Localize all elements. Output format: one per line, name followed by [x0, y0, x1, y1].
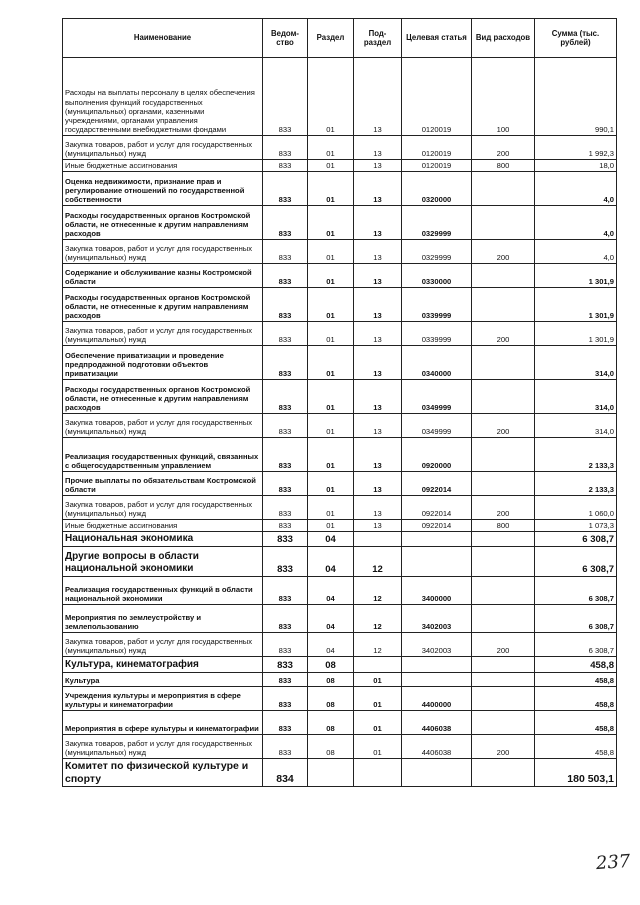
cell-sum: 6 308,7 — [535, 605, 617, 633]
cell-target: 3402003 — [402, 605, 472, 633]
cell-target — [402, 547, 472, 577]
cell-name: Расходы на выплаты персоналу в целях обеспечения выполнения функций государственных (муниципальных) органами, казенными учреждениями, органами управления государственными внебюджетными фондами — [63, 58, 263, 136]
cell-dept: 833 — [263, 472, 308, 496]
cell-target: 3400000 — [402, 577, 472, 605]
cell-section: 08 — [308, 673, 354, 687]
table-row — [63, 438, 617, 472]
table-row — [63, 380, 617, 414]
cell-subsection: 13 — [354, 380, 402, 414]
cell-section: 04 — [308, 532, 354, 547]
table-row — [63, 136, 617, 160]
cell-type: 800 — [472, 160, 535, 172]
cell-sum: 2 133,3 — [535, 472, 617, 496]
cell-type — [472, 380, 535, 414]
cell-target: 0330000 — [402, 264, 472, 288]
table-body — [63, 58, 617, 787]
cell-name: Прочие выплаты по обязательствам Костромской области — [63, 472, 263, 496]
table-row — [63, 206, 617, 240]
cell-name: Расходы государственных органов Костромской области, не отнесенные к другим направлениям расходов — [63, 206, 263, 240]
header-name: Наименование — [63, 19, 263, 58]
header-row — [63, 19, 617, 58]
table-row — [63, 322, 617, 346]
cell-subsection: 01 — [354, 711, 402, 735]
cell-name: Закупка товаров, работ и услуг для государственных (муниципальных) нужд — [63, 240, 263, 264]
cell-type — [472, 206, 535, 240]
cell-target — [402, 532, 472, 547]
cell-name: Реализация государственных функций, связанных с общегосударственным управлением — [63, 438, 263, 472]
cell-name: Закупка товаров, работ и услуг для государственных (муниципальных) нужд — [63, 136, 263, 160]
cell-sum: 4,0 — [535, 172, 617, 206]
cell-target: 0120019 — [402, 160, 472, 172]
table-row — [63, 547, 617, 577]
cell-section: 08 — [308, 711, 354, 735]
table-row — [63, 414, 617, 438]
cell-subsection: 12 — [354, 547, 402, 577]
cell-section: 08 — [308, 657, 354, 673]
cell-section: 01 — [308, 322, 354, 346]
cell-dept: 833 — [263, 288, 308, 322]
cell-type: 200 — [472, 322, 535, 346]
cell-name: Оценка недвижимости, признание прав и регулирование отношений по государственной собственности — [63, 172, 263, 206]
cell-target: 0329999 — [402, 206, 472, 240]
cell-subsection: 13 — [354, 264, 402, 288]
table-row — [63, 264, 617, 288]
cell-subsection: 13 — [354, 160, 402, 172]
cell-name: Закупка товаров, работ и услуг для государственных (муниципальных) нужд — [63, 496, 263, 520]
cell-target: 0329999 — [402, 240, 472, 264]
cell-section: 01 — [308, 472, 354, 496]
cell-type — [472, 438, 535, 472]
cell-sum: 458,8 — [535, 711, 617, 735]
cell-name: Иные бюджетные ассигнования — [63, 520, 263, 532]
cell-name: Другие вопросы в области национальной экономики — [63, 547, 263, 577]
cell-section: 04 — [308, 547, 354, 577]
cell-dept: 833 — [263, 160, 308, 172]
cell-subsection: 13 — [354, 58, 402, 136]
cell-sum: 6 308,7 — [535, 547, 617, 577]
cell-name: Расходы государственных органов Костромской области, не отнесенные к другим направлениям расходов — [63, 380, 263, 414]
table-row — [63, 172, 617, 206]
cell-target: 3402003 — [402, 633, 472, 657]
cell-target: 4406038 — [402, 735, 472, 759]
cell-type — [472, 264, 535, 288]
cell-sum: 314,0 — [535, 414, 617, 438]
cell-sum: 314,0 — [535, 346, 617, 380]
cell-subsection — [354, 657, 402, 673]
cell-name: Мероприятия по землеустройству и землепользованию — [63, 605, 263, 633]
cell-section: 01 — [308, 346, 354, 380]
cell-sum: 1 060,0 — [535, 496, 617, 520]
cell-type — [472, 547, 535, 577]
cell-section: 01 — [308, 438, 354, 472]
cell-dept: 833 — [263, 605, 308, 633]
cell-target: 0922014 — [402, 472, 472, 496]
cell-name: Национальная экономика — [63, 532, 263, 547]
cell-sum: 6 308,7 — [535, 532, 617, 547]
cell-section — [308, 759, 354, 787]
cell-sum: 1 301,9 — [535, 322, 617, 346]
cell-section: 01 — [308, 496, 354, 520]
cell-subsection: 13 — [354, 414, 402, 438]
page-number-handwritten: 237 — [595, 850, 632, 875]
cell-target: 0920000 — [402, 438, 472, 472]
cell-type — [472, 687, 535, 711]
cell-subsection: 12 — [354, 633, 402, 657]
cell-subsection: 01 — [354, 687, 402, 711]
header-target: Целевая статья — [402, 19, 472, 58]
cell-subsection: 13 — [354, 438, 402, 472]
cell-section: 08 — [308, 687, 354, 711]
cell-dept: 833 — [263, 532, 308, 547]
cell-subsection: 12 — [354, 605, 402, 633]
table-row — [63, 472, 617, 496]
table-row — [63, 520, 617, 532]
cell-name: Содержание и обслуживание казны Костромской области — [63, 264, 263, 288]
table-row — [63, 346, 617, 380]
cell-dept: 833 — [263, 240, 308, 264]
cell-type: 800 — [472, 520, 535, 532]
header-section: Раздел — [308, 19, 354, 58]
cell-sum: 180 503,1 — [535, 759, 617, 787]
cell-target — [402, 673, 472, 687]
cell-subsection: 12 — [354, 577, 402, 605]
cell-dept: 833 — [263, 520, 308, 532]
table-row — [63, 532, 617, 547]
cell-sum: 458,8 — [535, 657, 617, 673]
cell-subsection: 01 — [354, 673, 402, 687]
cell-subsection: 13 — [354, 520, 402, 532]
cell-name: Культура — [63, 673, 263, 687]
cell-section: 04 — [308, 633, 354, 657]
cell-subsection: 13 — [354, 346, 402, 380]
cell-name: Закупка товаров, работ и услуг для государственных (муниципальных) нужд — [63, 322, 263, 346]
cell-target: 0320000 — [402, 172, 472, 206]
cell-section: 01 — [308, 206, 354, 240]
cell-type: 200 — [472, 414, 535, 438]
cell-type: 200 — [472, 240, 535, 264]
cell-section: 01 — [308, 288, 354, 322]
cell-dept: 833 — [263, 136, 308, 160]
cell-section: 01 — [308, 160, 354, 172]
cell-section: 01 — [308, 520, 354, 532]
cell-subsection: 13 — [354, 288, 402, 322]
cell-name: Культура, кинематография — [63, 657, 263, 673]
table-row — [63, 58, 617, 136]
table-row — [63, 577, 617, 605]
cell-dept: 834 — [263, 759, 308, 787]
cell-name: Закупка товаров, работ и услуг для государственных (муниципальных) нужд — [63, 735, 263, 759]
cell-subsection: 13 — [354, 206, 402, 240]
table-row — [63, 673, 617, 687]
cell-name: Расходы государственных органов Костромской области, не отнесенные к другим направлениям расходов — [63, 288, 263, 322]
cell-sum: 458,8 — [535, 735, 617, 759]
cell-type — [472, 657, 535, 673]
cell-section: 01 — [308, 136, 354, 160]
cell-type — [472, 673, 535, 687]
table-row — [63, 657, 617, 673]
cell-type — [472, 472, 535, 496]
cell-target: 0349999 — [402, 414, 472, 438]
table-row — [63, 288, 617, 322]
table-row — [63, 605, 617, 633]
cell-target: 0340000 — [402, 346, 472, 380]
cell-type: 200 — [472, 496, 535, 520]
cell-type — [472, 577, 535, 605]
cell-dept: 833 — [263, 58, 308, 136]
table-row — [63, 687, 617, 711]
cell-sum: 6 308,7 — [535, 577, 617, 605]
cell-type — [472, 288, 535, 322]
cell-subsection: 13 — [354, 472, 402, 496]
cell-section: 01 — [308, 264, 354, 288]
cell-subsection: 13 — [354, 496, 402, 520]
cell-sum: 6 308,7 — [535, 633, 617, 657]
cell-type — [472, 172, 535, 206]
table-row — [63, 735, 617, 759]
cell-section: 04 — [308, 577, 354, 605]
cell-target: 0339999 — [402, 322, 472, 346]
cell-subsection — [354, 532, 402, 547]
cell-sum: 1 073,3 — [535, 520, 617, 532]
cell-sum: 1 992,3 — [535, 136, 617, 160]
cell-subsection — [354, 759, 402, 787]
cell-dept: 833 — [263, 657, 308, 673]
cell-name: Мероприятия в сфере культуры и кинематографии — [63, 711, 263, 735]
cell-sum: 1 301,9 — [535, 264, 617, 288]
cell-dept: 833 — [263, 322, 308, 346]
cell-name: Иные бюджетные ассигнования — [63, 160, 263, 172]
header-dept: Ведом-ство — [263, 19, 308, 58]
cell-target: 4406038 — [402, 711, 472, 735]
cell-section: 04 — [308, 605, 354, 633]
cell-section: 01 — [308, 172, 354, 206]
cell-target: 0349999 — [402, 380, 472, 414]
cell-target: 4400000 — [402, 687, 472, 711]
cell-type — [472, 605, 535, 633]
table-row — [63, 240, 617, 264]
cell-section: 01 — [308, 240, 354, 264]
cell-subsection: 13 — [354, 172, 402, 206]
cell-type: 200 — [472, 633, 535, 657]
cell-type: 200 — [472, 136, 535, 160]
table-row — [63, 633, 617, 657]
cell-sum: 1 301,9 — [535, 288, 617, 322]
cell-type — [472, 532, 535, 547]
cell-target: 0922014 — [402, 520, 472, 532]
cell-name: Закупка товаров, работ и услуг для государственных (муниципальных) нужд — [63, 414, 263, 438]
cell-dept: 833 — [263, 547, 308, 577]
cell-type: 200 — [472, 735, 535, 759]
budget-table — [62, 18, 617, 787]
cell-dept: 833 — [263, 711, 308, 735]
cell-type — [472, 346, 535, 380]
cell-sum: 458,8 — [535, 687, 617, 711]
cell-dept: 833 — [263, 577, 308, 605]
cell-sum: 4,0 — [535, 206, 617, 240]
header-type: Вид расходов — [472, 19, 535, 58]
cell-dept: 833 — [263, 438, 308, 472]
cell-sum: 18,0 — [535, 160, 617, 172]
cell-sum: 4,0 — [535, 240, 617, 264]
cell-target — [402, 657, 472, 673]
cell-dept: 833 — [263, 346, 308, 380]
cell-type — [472, 711, 535, 735]
cell-sum: 314,0 — [535, 380, 617, 414]
cell-type: 100 — [472, 58, 535, 136]
cell-target: 0120019 — [402, 136, 472, 160]
cell-section: 01 — [308, 380, 354, 414]
cell-type — [472, 759, 535, 787]
cell-sum: 2 133,3 — [535, 438, 617, 472]
cell-name: Учреждения культуры и мероприятия в сфере культуры и кинематографии — [63, 687, 263, 711]
cell-name: Закупка товаров, работ и услуг для государственных (муниципальных) нужд — [63, 633, 263, 657]
cell-target: 0120019 — [402, 58, 472, 136]
cell-sum: 458,8 — [535, 673, 617, 687]
table-row — [63, 160, 617, 172]
cell-section: 01 — [308, 58, 354, 136]
cell-target: 0922014 — [402, 496, 472, 520]
cell-target: 0339999 — [402, 288, 472, 322]
cell-dept: 833 — [263, 633, 308, 657]
cell-section: 08 — [308, 735, 354, 759]
cell-subsection: 01 — [354, 735, 402, 759]
cell-name: Обеспечение приватизации и проведение предпродажной подготовки объектов приватизации — [63, 346, 263, 380]
table-row — [63, 759, 617, 787]
header-subsection: Под-раздел — [354, 19, 402, 58]
cell-dept: 833 — [263, 206, 308, 240]
cell-section: 01 — [308, 414, 354, 438]
cell-dept: 833 — [263, 673, 308, 687]
cell-subsection: 13 — [354, 322, 402, 346]
header-sum: Сумма (тыс. рублей) — [535, 19, 617, 58]
cell-name: Комитет по физической культуре и спорту — [63, 759, 263, 787]
table-row — [63, 496, 617, 520]
cell-dept: 833 — [263, 414, 308, 438]
table-row — [63, 711, 617, 735]
cell-dept: 833 — [263, 172, 308, 206]
cell-subsection: 13 — [354, 240, 402, 264]
cell-dept: 833 — [263, 687, 308, 711]
cell-dept: 833 — [263, 264, 308, 288]
cell-dept: 833 — [263, 735, 308, 759]
cell-name: Реализация государственных функций в области национальной экономики — [63, 577, 263, 605]
cell-dept: 833 — [263, 380, 308, 414]
cell-subsection: 13 — [354, 136, 402, 160]
cell-sum: 990,1 — [535, 58, 617, 136]
cell-dept: 833 — [263, 496, 308, 520]
cell-target — [402, 759, 472, 787]
